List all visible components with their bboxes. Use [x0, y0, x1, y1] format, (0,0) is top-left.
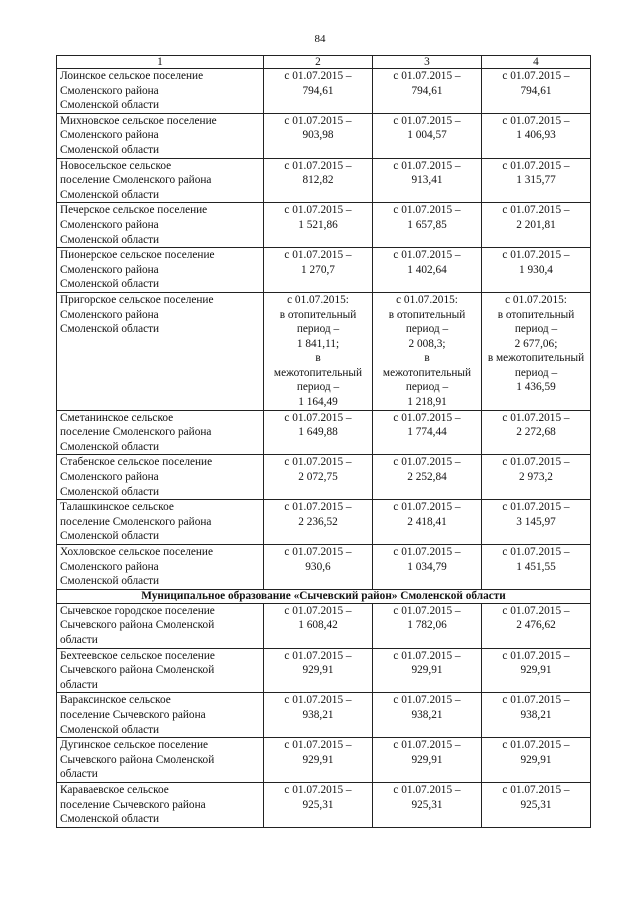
tariff-line: 1 451,55 [516, 560, 556, 573]
tariff-cell-c4 [482, 248, 591, 293]
tariff-line: период – [514, 323, 558, 336]
tariff-cell-c4 [482, 410, 591, 455]
tariff-line: 938,21 [411, 708, 443, 721]
tariff-cell-c2 [264, 545, 373, 590]
tariff-line: с 01.07.2015 – [502, 204, 570, 217]
tariff-line: 925,31 [520, 798, 552, 811]
tariff-cell-c4 [482, 455, 591, 500]
tariff-cell-c2 [264, 69, 373, 114]
tariff-line: 794,61 [520, 84, 552, 97]
tariff-cell-c3 [373, 545, 482, 590]
tariff-line: 1 218,91 [407, 396, 447, 409]
settlement-name-line: Смоленской области [60, 530, 160, 543]
tariff-cell-c4 [482, 203, 591, 248]
tariff-line: в [315, 352, 321, 365]
table-row [57, 693, 591, 738]
table-row [57, 455, 591, 500]
settlement-name [57, 455, 264, 500]
tariff-line: 2 272,68 [516, 426, 556, 439]
tariff-line: с 01.07.2015 – [502, 649, 570, 662]
settlement-name [57, 292, 264, 410]
settlement-name-line: Смоленского района [60, 218, 159, 231]
tariff-cell-c2 [264, 648, 373, 693]
tariff-line: 1 164,49 [298, 396, 338, 409]
tariff-line: с 01.07.2015 – [284, 411, 352, 424]
settlement-name-line: Караваевское сельское [60, 783, 169, 796]
section-title: Муниципальное образование «Сычевский район» Смоленской области [57, 589, 591, 603]
settlement-name-line: поселение Сычевского района [60, 798, 206, 811]
table-row [57, 545, 591, 590]
table-row [57, 500, 591, 545]
settlement-name-line: Печерское сельское поселение [60, 204, 208, 217]
tariff-cell-c4 [482, 648, 591, 693]
tariff-line: с 01.07.2015 – [502, 70, 570, 82]
tariff-line: 929,91 [302, 664, 334, 677]
tariff-line: 1 436,59 [516, 381, 556, 394]
page-number: 84 [314, 33, 326, 45]
tariff-cell-c4 [482, 113, 591, 158]
settlement-name-line: Стабенское сельское поселение [60, 456, 213, 469]
tariff-line: с 01.07.2015 – [502, 114, 570, 127]
tariff-line: с 01.07.2015 – [393, 249, 461, 262]
tariff-cell-c4 [482, 782, 591, 827]
tariff-line: 1 649,88 [298, 426, 338, 439]
tariff-line: 2 252,84 [407, 471, 447, 484]
tariff-cell-c4 [482, 158, 591, 203]
settlement-name-line: Смоленского района [60, 84, 159, 97]
tariff-cell-c4 [482, 603, 591, 648]
tariff-line: с 01.07.2015 – [502, 783, 570, 796]
settlement-name-line: Сычевского района Смоленской [60, 619, 215, 632]
tariff-line: с 01.07.2015 – [393, 783, 461, 796]
column-header-1: 1 [57, 56, 264, 69]
tariff-cell-c3 [373, 648, 482, 693]
tariff-cell-c4 [482, 292, 591, 410]
settlement-name-line: Сычевское городское поселение [60, 604, 215, 617]
table-row [57, 603, 591, 648]
tariff-line: с 01.07.2015 – [284, 249, 352, 262]
settlement-name-line: Сметанинское сельское [60, 411, 174, 424]
settlement-name-line: Дугинское сельское поселение [60, 739, 209, 752]
section-row [57, 589, 591, 603]
tariff-cell-c3 [373, 203, 482, 248]
settlement-name-line: поселение Смоленского района [60, 515, 212, 528]
tariff-line: в отопительный [497, 308, 575, 321]
tariff-cell-c2 [264, 455, 373, 500]
tariff-line: период – [514, 366, 558, 379]
tariff-line: 1 315,77 [516, 174, 556, 187]
tariff-line: с 01.07.2015 – [284, 694, 352, 707]
tariff-line: с 01.07.2015 – [502, 411, 570, 424]
settlement-name-line: Хохловское сельское поселение [60, 546, 213, 558]
tariff-line: с 01.07.2015 – [393, 456, 461, 469]
settlement-name-line: Сычевского района Смоленской [60, 664, 215, 677]
settlement-name-line: Лоинское сельское поселение [60, 70, 204, 82]
tariff-line: с 01.07.2015 – [284, 546, 352, 558]
settlement-name-line: Смоленского района [60, 560, 159, 573]
tariff-cell-c3 [373, 113, 482, 158]
tariff-table [56, 55, 591, 828]
settlement-name-line: Смоленской области [60, 99, 160, 112]
tariff-line: 938,21 [302, 708, 334, 721]
tariff-line: в межотопительный [487, 352, 585, 365]
tariff-line: 1 774,44 [407, 426, 447, 439]
settlement-name-line: поселение Сычевского района [60, 708, 206, 721]
tariff-line: с 01.07.2015 – [284, 159, 352, 172]
settlement-name-line: Смоленской области [60, 278, 160, 291]
tariff-line: с 01.07.2015 – [502, 604, 570, 617]
tariff-line: с 01.07.2015 – [393, 204, 461, 217]
tariff-line: 1 608,42 [298, 619, 338, 632]
settlement-name-line: Пионерское сельское поселение [60, 249, 215, 262]
tariff-line: в отопительный [388, 308, 466, 321]
settlement-name-line: области [60, 678, 98, 691]
settlement-name [57, 545, 264, 590]
tariff-line: период – [405, 323, 449, 336]
tariff-line: 1 782,06 [407, 619, 447, 632]
tariff-line: с 01.07.2015 – [393, 649, 461, 662]
tariff-cell-c3 [373, 738, 482, 783]
tariff-cell-c4 [482, 69, 591, 114]
settlement-name-line: Смоленского района [60, 471, 159, 484]
tariff-line: 929,91 [520, 753, 552, 766]
column-header-4: 4 [482, 56, 591, 69]
settlement-name-line: Михновское сельское поселение [60, 114, 217, 127]
tariff-line: 812,82 [302, 174, 334, 187]
settlement-name [57, 648, 264, 693]
settlement-name [57, 603, 264, 648]
tariff-cell-c2 [264, 603, 373, 648]
tariff-line: период – [296, 323, 340, 336]
tariff-line: с 01.07.2015 – [284, 783, 352, 796]
tariff-line: 2 677,06; [514, 337, 558, 350]
tariff-line: с 01.07.2015: [287, 293, 349, 306]
tariff-line: с 01.07.2015 – [284, 456, 352, 469]
tariff-line: с 01.07.2015 – [284, 70, 352, 82]
tariff-line: 1 406,93 [516, 129, 556, 142]
tariff-line: 3 145,97 [516, 515, 556, 528]
tariff-cell-c2 [264, 248, 373, 293]
tariff-line: с 01.07.2015 – [393, 501, 461, 514]
column-header-3: 3 [373, 56, 482, 69]
tariff-line: 929,91 [302, 753, 334, 766]
tariff-line: 930,6 [305, 560, 331, 573]
tariff-line: 1 034,79 [407, 560, 447, 573]
tariff-line: 903,98 [302, 129, 334, 142]
tariff-line: в [424, 352, 430, 365]
settlement-name-line: Смоленской области [60, 233, 160, 246]
settlement-name-line: Смоленского района [60, 308, 159, 321]
tariff-line: с 01.07.2015 – [393, 411, 461, 424]
tariff-line: 1 270,7 [301, 263, 335, 276]
tariff-line: с 01.07.2015 – [284, 501, 352, 514]
tariff-cell-c2 [264, 693, 373, 738]
tariff-line: с 01.07.2015 – [502, 501, 570, 514]
settlement-name-line: Смоленской области [60, 813, 160, 826]
tariff-line: с 01.07.2015 – [502, 249, 570, 262]
tariff-line: с 01.07.2015: [396, 293, 458, 306]
settlement-name-line: Смоленской области [60, 323, 160, 336]
settlement-name-line: Смоленского района [60, 129, 159, 142]
tariff-cell-c2 [264, 292, 373, 410]
settlement-name-line: Смоленской области [60, 575, 160, 588]
tariff-cell-c3 [373, 603, 482, 648]
table-row [57, 738, 591, 783]
tariff-line: с 01.07.2015 – [502, 694, 570, 707]
settlement-name-line: поселение Смоленского района [60, 426, 212, 439]
settlement-name-line: Смоленской области [60, 188, 160, 201]
tariff-line: с 01.07.2015 – [393, 604, 461, 617]
tariff-cell-c3 [373, 782, 482, 827]
tariff-line: 929,91 [520, 664, 552, 677]
tariff-line: с 01.07.2015 – [284, 739, 352, 752]
tariff-line: 1 402,64 [407, 263, 447, 276]
tariff-cell-c2 [264, 203, 373, 248]
tariff-cell-c3 [373, 693, 482, 738]
tariff-line: 913,41 [411, 174, 443, 187]
settlement-name-line: Новосельское сельское [60, 159, 172, 172]
settlement-name-line: Смоленской области [60, 143, 160, 156]
tariff-line: 925,31 [411, 798, 443, 811]
table-row [57, 782, 591, 827]
tariff-line: с 01.07.2015 – [393, 694, 461, 707]
tariff-line: 1 930,4 [519, 263, 553, 276]
tariff-line: 1 657,85 [407, 218, 447, 231]
tariff-cell-c4 [482, 545, 591, 590]
settlement-name [57, 693, 264, 738]
tariff-cell-c3 [373, 292, 482, 410]
settlement-name-line: области [60, 768, 98, 781]
tariff-line: межотопительный [273, 366, 363, 379]
tariff-cell-c2 [264, 738, 373, 783]
settlement-name [57, 203, 264, 248]
tariff-line: с 01.07.2015 – [502, 159, 570, 172]
settlement-name-line: Смоленской области [60, 485, 160, 498]
tariff-line: с 01.07.2015 – [284, 204, 352, 217]
tariff-line: 929,91 [411, 753, 443, 766]
tariff-line: с 01.07.2015 – [393, 159, 461, 172]
tariff-line: с 01.07.2015 – [502, 739, 570, 752]
settlement-name [57, 500, 264, 545]
tariff-line: 2 236,52 [298, 515, 338, 528]
tariff-line: с 01.07.2015 – [393, 546, 461, 558]
tariff-cell-c2 [264, 113, 373, 158]
tariff-cell-c3 [373, 248, 482, 293]
table-row [57, 292, 591, 410]
settlement-name-line: Талашкинское сельское [60, 501, 174, 514]
tariff-line: с 01.07.2015 – [284, 649, 352, 662]
tariff-line: 929,91 [411, 664, 443, 677]
tariff-line: 2 973,2 [519, 471, 553, 484]
settlement-name-line: Пригорское сельское поселение [60, 293, 214, 306]
settlement-name-line: Бехтеевское сельское поселение [60, 649, 215, 662]
settlement-name-line: Смоленского района [60, 263, 159, 276]
tariff-cell-c4 [482, 738, 591, 783]
table-row [57, 203, 591, 248]
tariff-line: с 01.07.2015 – [393, 114, 461, 127]
tariff-line: 1 521,86 [298, 218, 338, 231]
tariff-line: 1 841,11; [296, 337, 340, 350]
settlement-name-line: Смоленской области [60, 440, 160, 453]
tariff-line: с 01.07.2015 – [502, 546, 570, 558]
tariff-line: период – [405, 381, 449, 394]
tariff-cell-c3 [373, 158, 482, 203]
tariff-line: с 01.07.2015: [505, 293, 567, 306]
tariff-cell-c3 [373, 69, 482, 114]
tariff-cell-c4 [482, 693, 591, 738]
settlement-name [57, 738, 264, 783]
settlement-name [57, 248, 264, 293]
tariff-line: период – [296, 381, 340, 394]
tariff-cell-c3 [373, 455, 482, 500]
tariff-line: межотопительный [382, 366, 472, 379]
table-row [57, 248, 591, 293]
tariff-line: 938,21 [520, 708, 552, 721]
tariff-line: в отопительный [279, 308, 357, 321]
tariff-line: с 01.07.2015 – [502, 456, 570, 469]
settlement-name-line: области [60, 633, 98, 646]
table-row [57, 410, 591, 455]
table-row [57, 648, 591, 693]
column-header-2: 2 [264, 56, 373, 69]
table-row [57, 69, 591, 114]
tariff-line: 794,61 [302, 84, 334, 97]
tariff-cell-c2 [264, 500, 373, 545]
tariff-cell-c2 [264, 410, 373, 455]
settlement-name [57, 782, 264, 827]
tariff-cell-c3 [373, 500, 482, 545]
settlement-name-line: Смоленской области [60, 723, 160, 736]
tariff-line: с 01.07.2015 – [284, 604, 352, 617]
tariff-line: 794,61 [411, 84, 443, 97]
tariff-line: 2 476,62 [516, 619, 556, 632]
tariff-line: 2 418,41 [407, 515, 447, 528]
settlement-name [57, 113, 264, 158]
tariff-cell-c2 [264, 158, 373, 203]
table-body-smolensk [57, 69, 591, 590]
table-body-sychevka [57, 603, 591, 827]
tariff-line: 1 004,57 [407, 129, 447, 142]
settlement-name [57, 69, 264, 114]
tariff-line: с 01.07.2015 – [284, 114, 352, 127]
settlement-name-line: Сычевского района Смоленской [60, 753, 215, 766]
tariff-line: с 01.07.2015 – [393, 739, 461, 752]
table-row [57, 158, 591, 203]
tariff-cell-c3 [373, 410, 482, 455]
tariff-line: 2 201,81 [516, 218, 556, 231]
tariff-line: с 01.07.2015 – [393, 70, 461, 82]
settlement-name-line: поселение Смоленского района [60, 174, 212, 187]
settlement-name [57, 410, 264, 455]
tariff-line: 2 072,75 [298, 471, 338, 484]
tariff-line: 2 008,3; [408, 337, 446, 350]
tariff-line: 925,31 [302, 798, 334, 811]
settlement-name [57, 158, 264, 203]
settlement-name-line: Вараксинское сельское [60, 694, 171, 707]
tariff-cell-c2 [264, 782, 373, 827]
table-row [57, 113, 591, 158]
header-row [57, 56, 591, 69]
tariff-cell-c4 [482, 500, 591, 545]
